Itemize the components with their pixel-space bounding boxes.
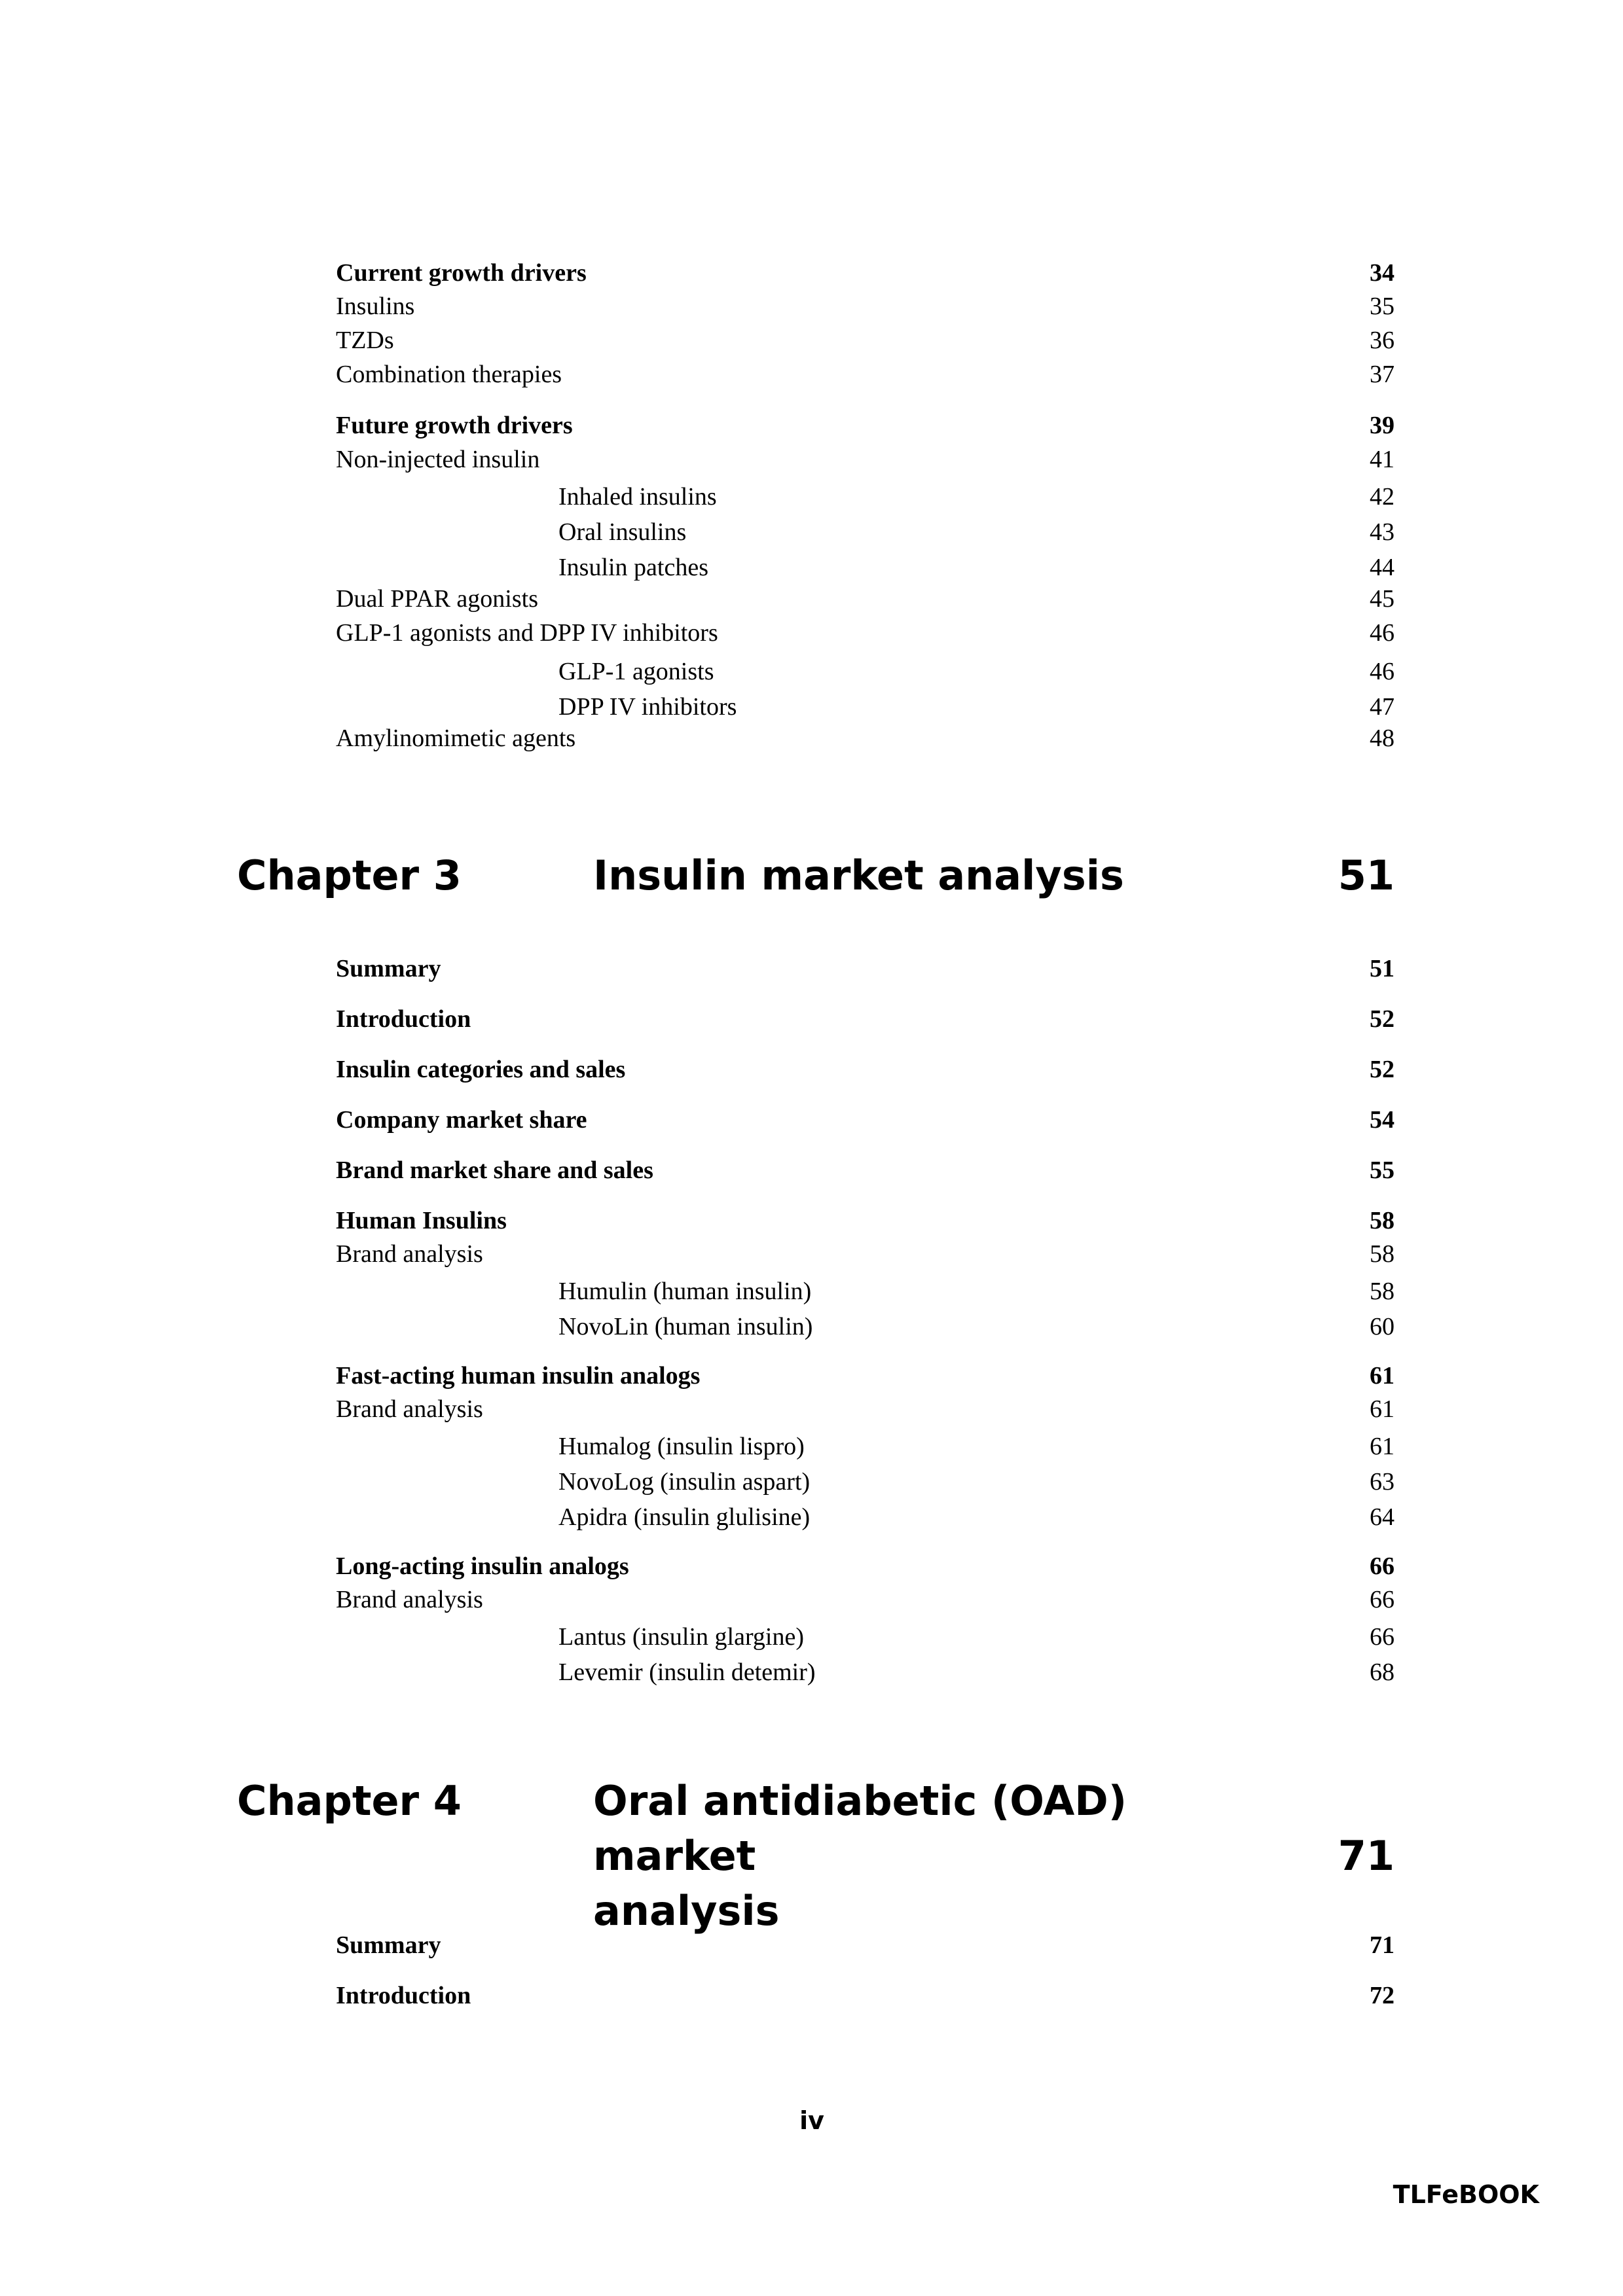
toc-entry-label: Summary xyxy=(336,955,441,982)
toc-entry-page: 47 xyxy=(1370,693,1395,721)
toc-entry-page: 60 xyxy=(1370,1313,1395,1340)
toc-entry-page: 51 xyxy=(1370,955,1395,982)
chapter-heading xyxy=(237,848,1395,903)
toc-entry-label: Insulin patches xyxy=(558,554,709,581)
toc-entry xyxy=(336,1427,1395,1466)
toc-entry-label: Humulin (human insulin) xyxy=(558,1278,812,1305)
chapter-heading xyxy=(237,1774,1395,1935)
toc-entry-page: 46 xyxy=(1370,658,1395,685)
toc-entry xyxy=(336,406,1395,445)
toc-entry-page: 34 xyxy=(1370,259,1395,287)
toc-entry-label: NovoLog (insulin aspart) xyxy=(558,1468,811,1496)
toc-entry xyxy=(336,949,1395,988)
toc-entry xyxy=(336,1653,1395,1692)
toc-entry-label: Brand analysis xyxy=(336,1395,483,1423)
toc-entry-label: Apidra (insulin glulisine) xyxy=(558,1503,811,1531)
toc-entry-page: 37 xyxy=(1370,361,1395,388)
chapter-title-line: analysis xyxy=(593,1887,780,1935)
toc-entry-label: Insulin categories and sales xyxy=(336,1056,626,1083)
toc-entry-label: GLP-1 agonists and DPP IV inhibitors xyxy=(336,619,718,647)
toc-entry xyxy=(336,613,1395,653)
toc-entry-label: Fast-acting human insulin analogs xyxy=(336,1362,701,1390)
toc-entry-page: 36 xyxy=(1370,327,1395,354)
toc-entry-page: 39 xyxy=(1370,412,1395,439)
toc-entry-label: Future growth drivers xyxy=(336,412,573,439)
toc-entry-label: Non-injected insulin xyxy=(336,446,540,473)
toc-entry xyxy=(336,1234,1395,1274)
toc-entry-page: 42 xyxy=(1370,483,1395,511)
toc-entry-label: NovoLin (human insulin) xyxy=(558,1313,813,1340)
toc-entry-label: Dual PPAR agonists xyxy=(336,585,538,613)
toc-entry xyxy=(336,579,1395,619)
toc-entry-page: 63 xyxy=(1370,1468,1395,1496)
toc-entry-label: Brand analysis xyxy=(336,1240,483,1268)
chapter-label: Chapter 3 xyxy=(237,852,462,899)
toc-entry xyxy=(336,999,1395,1039)
toc-entry xyxy=(336,719,1395,758)
toc-entry xyxy=(336,1498,1395,1537)
toc-entry xyxy=(336,440,1395,479)
toc-entry xyxy=(336,1976,1395,2015)
chapter-page: 71 xyxy=(1338,1832,1395,1880)
toc-entry-label: DPP IV inhibitors xyxy=(558,693,737,721)
toc-entry xyxy=(336,1926,1395,1965)
toc-entry-page: 66 xyxy=(1370,1552,1395,1580)
toc-entry-page: 54 xyxy=(1370,1106,1395,1134)
toc-entry-page: 61 xyxy=(1370,1395,1395,1423)
toc-entry-page: 58 xyxy=(1370,1278,1395,1305)
toc-entry xyxy=(336,355,1395,394)
toc-entry-label: Amylinomimetic agents xyxy=(336,725,576,752)
toc-entry-page: 66 xyxy=(1370,1623,1395,1651)
toc-entry xyxy=(336,287,1395,326)
toc-entry-label: Levemir (insulin detemir) xyxy=(558,1659,816,1686)
toc-entry-page: 48 xyxy=(1370,725,1395,752)
toc-entry-label: Humalog (insulin lispro) xyxy=(558,1433,805,1460)
toc-entry-page: 52 xyxy=(1370,1056,1395,1083)
toc-entry-label: Introduction xyxy=(336,1982,471,2009)
toc-entry xyxy=(336,512,1395,552)
toc-entry xyxy=(336,1462,1395,1501)
toc-entry xyxy=(336,1272,1395,1311)
toc-entry-label: Long-acting insulin analogs xyxy=(336,1552,629,1580)
toc-entry-page: 52 xyxy=(1370,1005,1395,1033)
toc-entry-label: Oral insulins xyxy=(558,518,687,546)
toc-entry xyxy=(336,1100,1395,1139)
toc-entry-page: 41 xyxy=(1370,446,1395,473)
toc-entry xyxy=(336,1307,1395,1346)
toc-entry-label: Combination therapies xyxy=(336,361,562,388)
toc-entry-page: 46 xyxy=(1370,619,1395,647)
toc-entry xyxy=(336,1050,1395,1089)
toc-entry-page: 71 xyxy=(1370,1931,1395,1959)
toc-entry-label: Brand analysis xyxy=(336,1586,483,1613)
toc-entry-page: 72 xyxy=(1370,1982,1395,2009)
toc-entry-label: Current growth drivers xyxy=(336,259,587,287)
chapter-title: Insulin market analysis xyxy=(593,852,1124,899)
toc-entry-label: Summary xyxy=(336,1931,441,1959)
toc-entry-page: 45 xyxy=(1370,585,1395,613)
toc-entry-label: TZDs xyxy=(336,327,394,354)
toc-entry-page: 58 xyxy=(1370,1240,1395,1268)
footer-watermark: TLFeBOOK xyxy=(1393,2180,1539,2209)
toc-entry xyxy=(336,652,1395,691)
toc-entry-label: Brand market share and sales xyxy=(336,1157,653,1184)
toc-entry-label: Human Insulins xyxy=(336,1207,507,1234)
toc-entry-label: Inhaled insulins xyxy=(558,483,717,511)
toc-entry xyxy=(336,477,1395,516)
toc-entry-page: 64 xyxy=(1370,1503,1395,1531)
toc-entry-label: GLP-1 agonists xyxy=(558,658,714,685)
toc-entry-page: 66 xyxy=(1370,1586,1395,1613)
chapter-page: 51 xyxy=(1338,852,1395,899)
toc-entry-page: 55 xyxy=(1370,1157,1395,1184)
toc-entry-page: 43 xyxy=(1370,518,1395,546)
toc-entry xyxy=(336,1617,1395,1657)
toc-entry-page: 68 xyxy=(1370,1659,1395,1686)
toc-entry-label: Introduction xyxy=(336,1005,471,1033)
toc-entry-page: 61 xyxy=(1370,1433,1395,1460)
toc-entry xyxy=(336,1580,1395,1619)
toc-entry-page: 58 xyxy=(1370,1207,1395,1234)
chapter-label: Chapter 4 xyxy=(237,1777,462,1825)
chapter-title xyxy=(593,1774,1248,1939)
page-number: iv xyxy=(799,2106,824,2135)
toc-entry xyxy=(336,1390,1395,1429)
chapter-title-line: Oral antidiabetic (OAD) market xyxy=(593,1777,1127,1880)
toc-entry-page: 44 xyxy=(1370,554,1395,581)
toc-entry-page: 61 xyxy=(1370,1362,1395,1390)
toc-entry xyxy=(336,1151,1395,1190)
toc-entry-label: Lantus (insulin glargine) xyxy=(558,1623,805,1651)
toc-entry xyxy=(336,321,1395,360)
toc-entry-label: Insulins xyxy=(336,293,415,320)
toc-entry-label: Company market share xyxy=(336,1106,587,1134)
toc-entry-page: 35 xyxy=(1370,293,1395,320)
